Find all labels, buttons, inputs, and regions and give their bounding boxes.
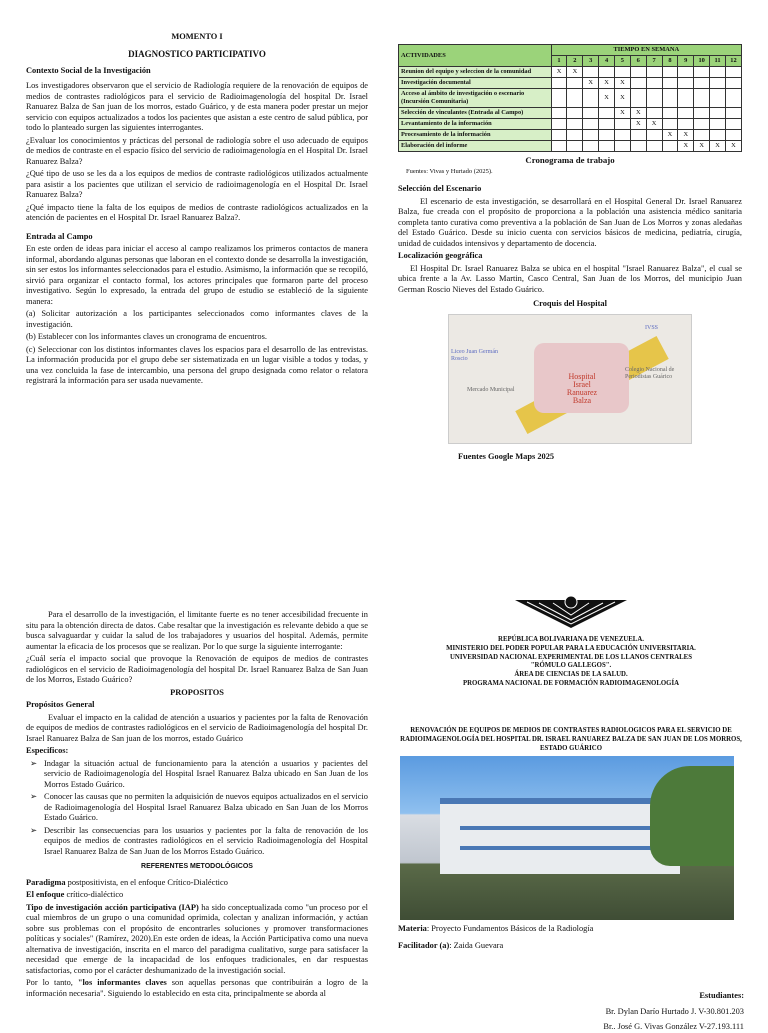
week-cell [662, 119, 678, 130]
week-cell [694, 119, 710, 130]
paragraph: ¿Cuál sería el impacto social que provoque la Renovación de equipos de medios de contrastes radiológicos en el servicio de Radioimagenología del hospital Dr. Israel Ranuarez Balza de San Juan de los Morros, Estado Guárico? [26, 654, 368, 684]
week-cell [725, 119, 741, 130]
section-heading: Contexto Social de la Investigación [26, 65, 151, 75]
week-cell [614, 67, 630, 78]
week-cell [614, 141, 630, 152]
institution-line: ÁREA DE CIENCIAS DE LA SALUD. [514, 671, 628, 679]
week-cell [725, 67, 741, 78]
week-cell [599, 108, 615, 119]
week-cell: X [678, 141, 694, 152]
student-name: Br. Dylan Darío Hurtado J. V-30.801.203 [605, 1006, 744, 1016]
week-cell [662, 108, 678, 119]
paragraph: Evaluar el impacto en la calidad de atención a usuarios y pacientes por la falta de Renovación de equipos de medios de contrastes radiológicos en el servicio de Radioimagenología del hospital Dr. Israel Ranuarez Balza de San juan de los morros, estado Guárico [26, 712, 368, 743]
week-cell [551, 108, 567, 119]
week-cell [646, 67, 662, 78]
text: : Proyecto Fundamentos Básicos de la Radiología [426, 924, 594, 934]
week-cell [614, 130, 630, 141]
paragraph: Los investigadores observaron que el servicio de Radiología requiere de la renovación de equipos de medios de contrastes radiológicos para el servicio de Radioimagenología del hospital Dr. Israel Ranuarez Balza de San juan de los morros, estado Guárico, y de esta manera poder prestar un mejor servicio con equipos actualizados a todos los pacientes que asistan a este centro de salud pública, por todo lo planteado surgen las siguientes interrogantes. [26, 81, 368, 133]
quadrant-escenario [398, 44, 742, 504]
week-cell [583, 89, 599, 108]
week-cell [662, 67, 678, 78]
week-cell: X [614, 89, 630, 108]
term: Materia [398, 924, 427, 934]
week-cell [551, 78, 567, 89]
activity-label: Selección de vinculantes (Entrada al Campo) [399, 108, 552, 119]
list-item: ➢ Conocer las causas que no permiten la adquisición de nuevos equipos actualizados en el servicio de Radioimagenología del Hospital Israel Ranuarez Balza ubicado en San Juan de los Morros Estado Guárico. [44, 792, 368, 824]
table-row [399, 67, 742, 78]
hospital-map [448, 314, 692, 444]
week-cell [567, 141, 583, 152]
term: Facilitador (a) [398, 940, 450, 950]
week-cell [710, 130, 726, 141]
term: Tipo de investigación acción participativa (IAP) [26, 902, 199, 912]
paragraph: ¿Qué tipo de uso se les da a los equipos de medios de contraste radiológicos utilizados actualmente para asistir a los pacientes que utilizan el servicio de radioimagenología en el Hospital Dr. Israel Ranuarez Balza? [26, 169, 368, 200]
source-note: Fuentes Google Maps 2025 [458, 451, 555, 461]
list-item: ➢ Describir las consecuencias para los usuarios y pacientes por la falta de renovación de los equipos de medios de contrastes radiológicos en el servicio Radioimagenología del Hospital Israel Ranuarez Balza de San Juan de los Morros Estado Guárico. [44, 826, 368, 858]
week-cell [599, 141, 615, 152]
week-cell [583, 67, 599, 78]
week-cell: X [710, 141, 726, 152]
table-row [399, 89, 742, 108]
week-cell: X [694, 141, 710, 152]
table-header: ACTIVIDADES [399, 45, 552, 67]
week-cell [662, 141, 678, 152]
week-cell [678, 108, 694, 119]
cronograma-table [398, 44, 742, 152]
text: son aquellas personas que contribuirán a logro de la información necesaria". Siguiendo lo establecido en esta cita, principalmente se aborda al [26, 978, 369, 998]
week-cell: X [567, 67, 583, 78]
week-cell [725, 108, 741, 119]
week-cell [725, 78, 741, 89]
paragraph: En este orden de ideas para iniciar el acceso al campo realizamos los primeros contactos de manera informal, abordando algunas personas que laboran en el contexto donde se desarrolla la investigación, sin ser estos los informantes seleccionados para el estudio. Asimismo, la información que se recopiló, sirvió para organizar el contacto formal, los actores principales que formaron parte del proceso investigativo. Según lo expresado, la entrada del grupo de estudio se estableció de la siguiente manera: [26, 244, 368, 306]
source-note: Fuentes: Vivas y Hurtado (2025). [406, 167, 493, 175]
section-heading: Localización geográfica [398, 251, 483, 261]
table-row [399, 119, 742, 130]
activity-label: Levantamiento de la información [399, 119, 552, 130]
week-cell [551, 89, 567, 108]
quadrant-propositos [26, 610, 368, 1024]
week-cell [725, 89, 741, 108]
week-cell [630, 141, 646, 152]
paragraph: (a) Solicitar autorización a los participantes seleccionados como informantes claves de la investigación. [26, 309, 368, 329]
week-cell [567, 130, 583, 141]
figure-caption: Croquis del Hospital [533, 299, 607, 309]
week-cell [583, 130, 599, 141]
week-cell [567, 108, 583, 119]
activity-label: Acceso al ámbito de investigación o escenario (Incursión Comunitaria) [399, 89, 552, 108]
paragraph: (b) Establecer con los informantes claves un cronograma de encuentros. [26, 332, 267, 342]
week-cell: X [678, 130, 694, 141]
week-cell [599, 130, 615, 141]
table-caption: Cronograma de trabajo [525, 155, 615, 165]
week-cell [694, 89, 710, 108]
week-cell: X [614, 108, 630, 119]
week-cell [599, 119, 615, 130]
week-cell [567, 89, 583, 108]
week-header: 11 [710, 56, 726, 67]
week-cell: X [551, 67, 567, 78]
week-cell [710, 119, 726, 130]
week-cell [694, 108, 710, 119]
week-cell [567, 119, 583, 130]
week-cell [646, 141, 662, 152]
quadrant-portada [398, 590, 744, 1032]
text: : Zaida Guevara [449, 940, 504, 950]
liceo-label: Liceo Juan Germán Roscio [451, 348, 498, 363]
text: crítico-dialéctico [66, 890, 124, 900]
week-header: 1 [551, 56, 567, 67]
week-header: 8 [662, 56, 678, 67]
week-cell [725, 130, 741, 141]
colegio-label: Colegio Nacional de Periodistas Guárico [625, 366, 675, 381]
table-row [399, 78, 742, 89]
hospital-label: Hospital Israel Ranuarez Balza [566, 371, 598, 405]
term: El enfoque [26, 890, 65, 900]
week-cell [662, 78, 678, 89]
institution-line: UNIVERSIDAD NACIONAL EXPERIMENTAL DE LOS LLANOS CENTRALES [450, 653, 692, 661]
week-cell [630, 67, 646, 78]
week-cell [694, 130, 710, 141]
mercado-label: Mercado Municipal [467, 386, 515, 393]
paragraph: El Hospital Dr. Israel Ranuarez Balza se ubica en el hospital "Israel Ranuarez Balza", el cual se ubica frente a la Av. Lasso Martin, Casco Central, San Juan de los Morros, del municipio Juan German Roscio Nieves del Estado Guárico. [398, 263, 742, 294]
week-cell: X [630, 119, 646, 130]
week-cell [551, 119, 567, 130]
text: Por lo tanto, [26, 978, 73, 988]
week-cell [694, 67, 710, 78]
week-cell [646, 89, 662, 108]
term: Paradigma [26, 877, 66, 887]
week-header: 4 [599, 56, 615, 67]
momento-heading: MOMENTO I [171, 32, 223, 41]
students-heading: Estudiantes: [699, 991, 744, 1001]
section-heading: Selección del Escenario [398, 184, 482, 194]
week-cell [630, 89, 646, 108]
week-cell [599, 67, 615, 78]
table-header: TIEMPO EN SEMANA [551, 45, 741, 56]
week-cell [583, 119, 599, 130]
student-name: Br.. José G. Vivas González V-27.193.111 [603, 1022, 744, 1032]
week-cell [630, 130, 646, 141]
activity-label: Reunion del equipo y seleccion de la comunidad [399, 67, 552, 78]
week-cell [583, 141, 599, 152]
week-cell [710, 89, 726, 108]
cronograma-body [399, 67, 742, 152]
institution-line: PROGRAMA NACIONAL DE FORMACIÓN RADIOIMAGENOLOGÍA [463, 680, 679, 688]
section-heading: PROPOSITOS [170, 687, 224, 697]
week-header: 5 [614, 56, 630, 67]
ivss-label: IVSS [645, 324, 659, 331]
hospital-photo [400, 756, 734, 920]
section-heading: Especificos: [26, 746, 69, 755]
week-cell [646, 78, 662, 89]
paragraph: El escenario de esta investigación, se desarrollará en el Hospital General Dr. Israel Ranuarez Balza, fue creada con el propósito de proporciona a la población una asistencia médico sanitaria completa tanto curativa como preventiva a la población de San Juan de Los Morros y zonas aledañas del Estado Guárico. Desde su inicio cuenta con servicios básicos de medicina, pediatría, cirugía, unidad de cuidados intensivos y departamento de docencia. [398, 196, 742, 248]
activity-label: Elaboración del informe [399, 141, 552, 152]
week-cell [630, 78, 646, 89]
week-cell: X [583, 78, 599, 89]
week-cell [583, 108, 599, 119]
week-header: 10 [694, 56, 710, 67]
week-cell: X [646, 119, 662, 130]
week-cell [678, 78, 694, 89]
paragraph: ¿Evaluar los conocimientos y prácticas del personal de radiología sobre el uso adecuado de equipos de medios de contraste en el espacio físico del servicio de radioimagenología en el Hospital Dr. Israel Ranuarez Balza? [26, 135, 368, 166]
week-cell: X [662, 130, 678, 141]
project-title: RENOVACIÓN DE EQUIPOS DE MEDIOS DE CONTRASTES RADIOLOGICOS PARA EL SERVICIO DE RADIOIMAGENOLOGÍA DEL HOSPITAL DR. ISRAEL RANUAREZ BALZA DE SAN JUAN DE LOS MORROS, ESTADO GUÁRICO [400, 726, 742, 752]
week-header: 6 [630, 56, 646, 67]
week-cell [710, 78, 726, 89]
week-cell [694, 78, 710, 89]
section-heading: Entrada al Campo [26, 231, 93, 241]
week-header: 9 [678, 56, 694, 67]
paragraph: Para el desarrollo de la investigación, el limitante fuerte es no tener accesibilidad frecuente in situ para la obtención directa de datos. Cabe resaltar que la investigación es relevante debido a que se busca salvaguardar y cuidar la salud de los trabajadores y usuarios del hospital. Además, permite aumentar la eficacia de los procesos que se realizan. Por lo que surge la siguiente interrogante: [26, 610, 368, 651]
week-cell [567, 78, 583, 89]
university-logo-icon [513, 594, 629, 632]
week-cell [710, 108, 726, 119]
table-row [399, 141, 742, 152]
institution-line: MINISTERIO DEL PODER POPULAR PARA LA EDUCACIÓN UNIVERSITARIA. [446, 644, 696, 652]
week-cell: X [614, 78, 630, 89]
text: postpositivista, en el enfoque Crítico-Dialéctico [67, 877, 228, 887]
week-cell: X [599, 89, 615, 108]
week-cell [646, 108, 662, 119]
table-row [399, 108, 742, 119]
section-heading: REFERENTES METODOLÓGICOS [141, 863, 253, 870]
week-header: 2 [567, 56, 583, 67]
paragraph: ¿Qué impacto tiene la falta de los equipos de medios de contraste radiológicos actualizados en la atención de pacientes en el Hospital Dr. Israel Ranuarez Balza?. [26, 202, 368, 223]
week-cell [551, 130, 567, 141]
activity-label: Investigación documental [399, 78, 552, 89]
page-title: DIAGNOSTICO PARTICIPATIVO [128, 48, 266, 59]
table-row [399, 130, 742, 141]
text: ha sido conceptualizada como "un proceso por el cual miembros de un grupo o una comunidad oprimida, colectan y analizan información, y actúan sobre sus problemas con el propósito de encontrarles soluciones y promover transformaciones políticas y sociales" (Ramírez, 2020).En este orden de ideas, la Acción Participativa como una nueva alternativa de investigación, inscrita en el marco del paradigma cualitativo, surge para satisfacer la necesidad que emerge de la incapacidad de los enfoques tradicionales, en dar respuestas satisfactorias, como por el carácter deshumanizado de la investigación social. [26, 902, 368, 975]
paragraph: (c) Seleccionar con los distintos informantes claves los espacios para el desarrollo de las entrevistas. La información producida por el grupo debe ser sistematizada en un lugar visible a todos y todas, y una vez concluida la fase de intercambio, una persona del grupo designada como relator o relatora registrará la información para ser usada nuevamente. [26, 344, 368, 386]
institution-line: "RÓMULO GALLEGOS". [530, 662, 612, 670]
section-heading: Propósitos General [26, 700, 95, 709]
week-header: 3 [583, 56, 599, 67]
week-cell [646, 130, 662, 141]
list-item: ➢ Indagar la situación actual de funcionamiento para la atención a usuarios y pacientes del servicio de Radioimagenología del Hospital Israel Ranuarez Balza ubicado en San Juan de los Morros Estado Guárico. [44, 759, 368, 791]
especificos-list [44, 759, 368, 858]
week-cell: X [630, 108, 646, 119]
week-cell: X [599, 78, 615, 89]
week-cell [678, 67, 694, 78]
activity-label: Procesamiento de la información [399, 130, 552, 141]
week-cell: X [725, 141, 741, 152]
week-cell [678, 119, 694, 130]
week-cell [710, 67, 726, 78]
term: "los informantes claves [77, 978, 167, 988]
week-cell [662, 89, 678, 108]
week-cell [678, 89, 694, 108]
week-cell [614, 119, 630, 130]
week-cell [551, 141, 567, 152]
quadrant-contexto [26, 32, 368, 452]
week-header: 12 [725, 56, 741, 67]
week-header: 7 [646, 56, 662, 67]
institution-line: REPÚBLICA BOLIVARIANA DE VENEZUELA. [498, 636, 644, 643]
